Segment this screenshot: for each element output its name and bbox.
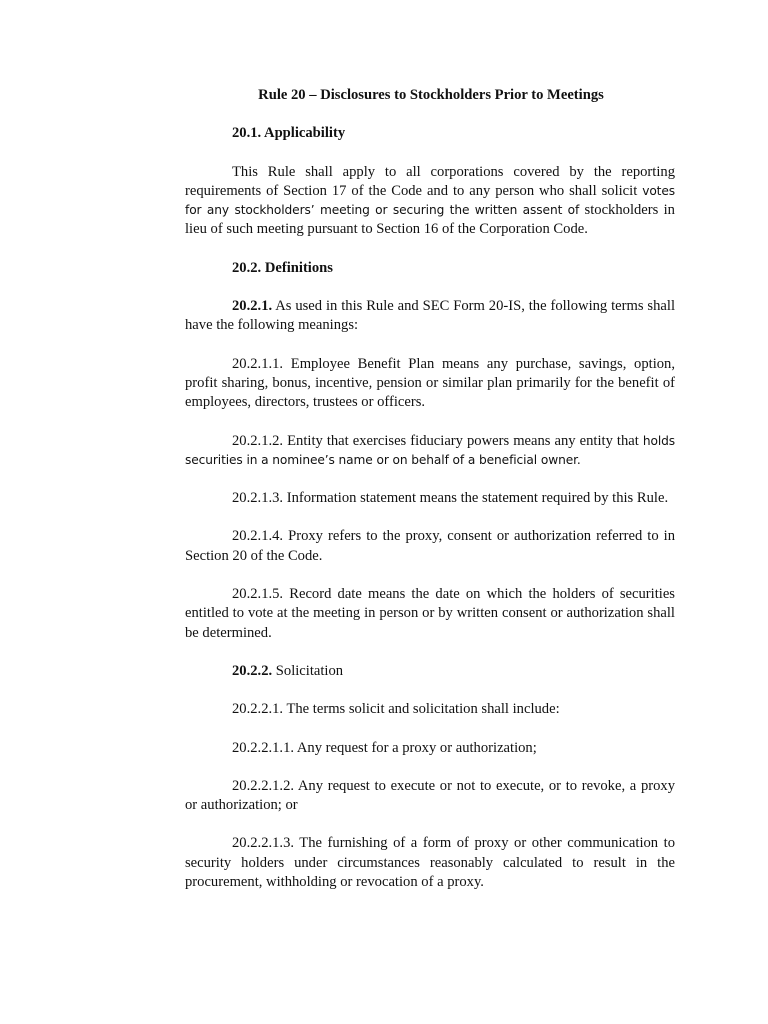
paragraph-20-2-2 — [185, 662, 675, 681]
paragraph-20-2-2-1-2: 20.2.2.1.2. Any request to execute or not to execute, or to revoke, a proxy or authorization; or — [185, 777, 675, 814]
paragraph-20-2-1-1: 20.2.1.1. Employee Benefit Plan means any purchase, savings, option, profit sharing, bonus, incentive, pension or similar plan primarily for the benefit of employees, directors, trustees or officers. — [185, 355, 675, 411]
paragraph-20-2-2-1-1: 20.2.2.1.1. Any request for a proxy or authorization; — [232, 739, 537, 756]
paragraph-text: Solicitation — [272, 662, 344, 679]
paragraph-text-a: 20.2.1.2. Entity that exercises fiduciary powers means any entity that — [232, 432, 639, 449]
paragraph-20-2-1-2 — [185, 432, 675, 471]
paragraph-number: 20.2.2. — [232, 662, 273, 679]
paragraph-20-2-1-3: 20.2.1.3. Information statement means the statement required by this Rule. — [232, 490, 669, 507]
paragraph-20-2-1 — [185, 297, 675, 336]
applicability-text-a: This Rule shall apply to all corporations covered by the reporting requirements of Section 17 of the Code and to any person who shall solicit — [185, 163, 675, 199]
document-content — [185, 86, 675, 911]
applicability-text-b: votes for any stockholders’ meeting or securing the written assent of — [185, 183, 675, 218]
applicability-text-c: stockholders in lieu of such meeting pursuant to Section 16 of the Corporation Code. — [185, 202, 675, 238]
paragraph-text: As used in this Rule and SEC Form 20-IS, the following terms shall have the following meanings: — [185, 298, 675, 334]
rule-title: Rule 20 – Disclosures to Stockholders Prior to Meetings — [258, 87, 604, 103]
paragraph-number: 20.2.1. — [232, 298, 273, 315]
paragraph-20-2-2-1: 20.2.2.1. The terms solicit and solicitation shall include: — [232, 701, 560, 718]
paragraph-text-b: holds securities in a nominee’s name or on behalf of a beneficial owner. — [185, 433, 675, 467]
applicability-paragraph — [185, 163, 675, 240]
section-heading-definitions: 20.2. Definitions — [232, 259, 333, 276]
paragraph-20-2-1-5: 20.2.1.5. Record date means the date on which the holders of securities entitled to vote at the meeting in person or by written consent or authorization shall be determined. — [185, 586, 675, 641]
paragraph-20-2-2-1-3: 20.2.2.1.3. The furnishing of a form of proxy or other communication to security holders under circumstances reasonably calculated to result in the procurement, withholding or revocation of a proxy. — [185, 835, 675, 891]
paragraph-20-2-1-4: 20.2.1.4. Proxy refers to the proxy, consent or authorization referred to in Section 20 of the Code. — [185, 528, 675, 564]
section-heading-applicability: 20.1. Applicability — [232, 125, 346, 142]
